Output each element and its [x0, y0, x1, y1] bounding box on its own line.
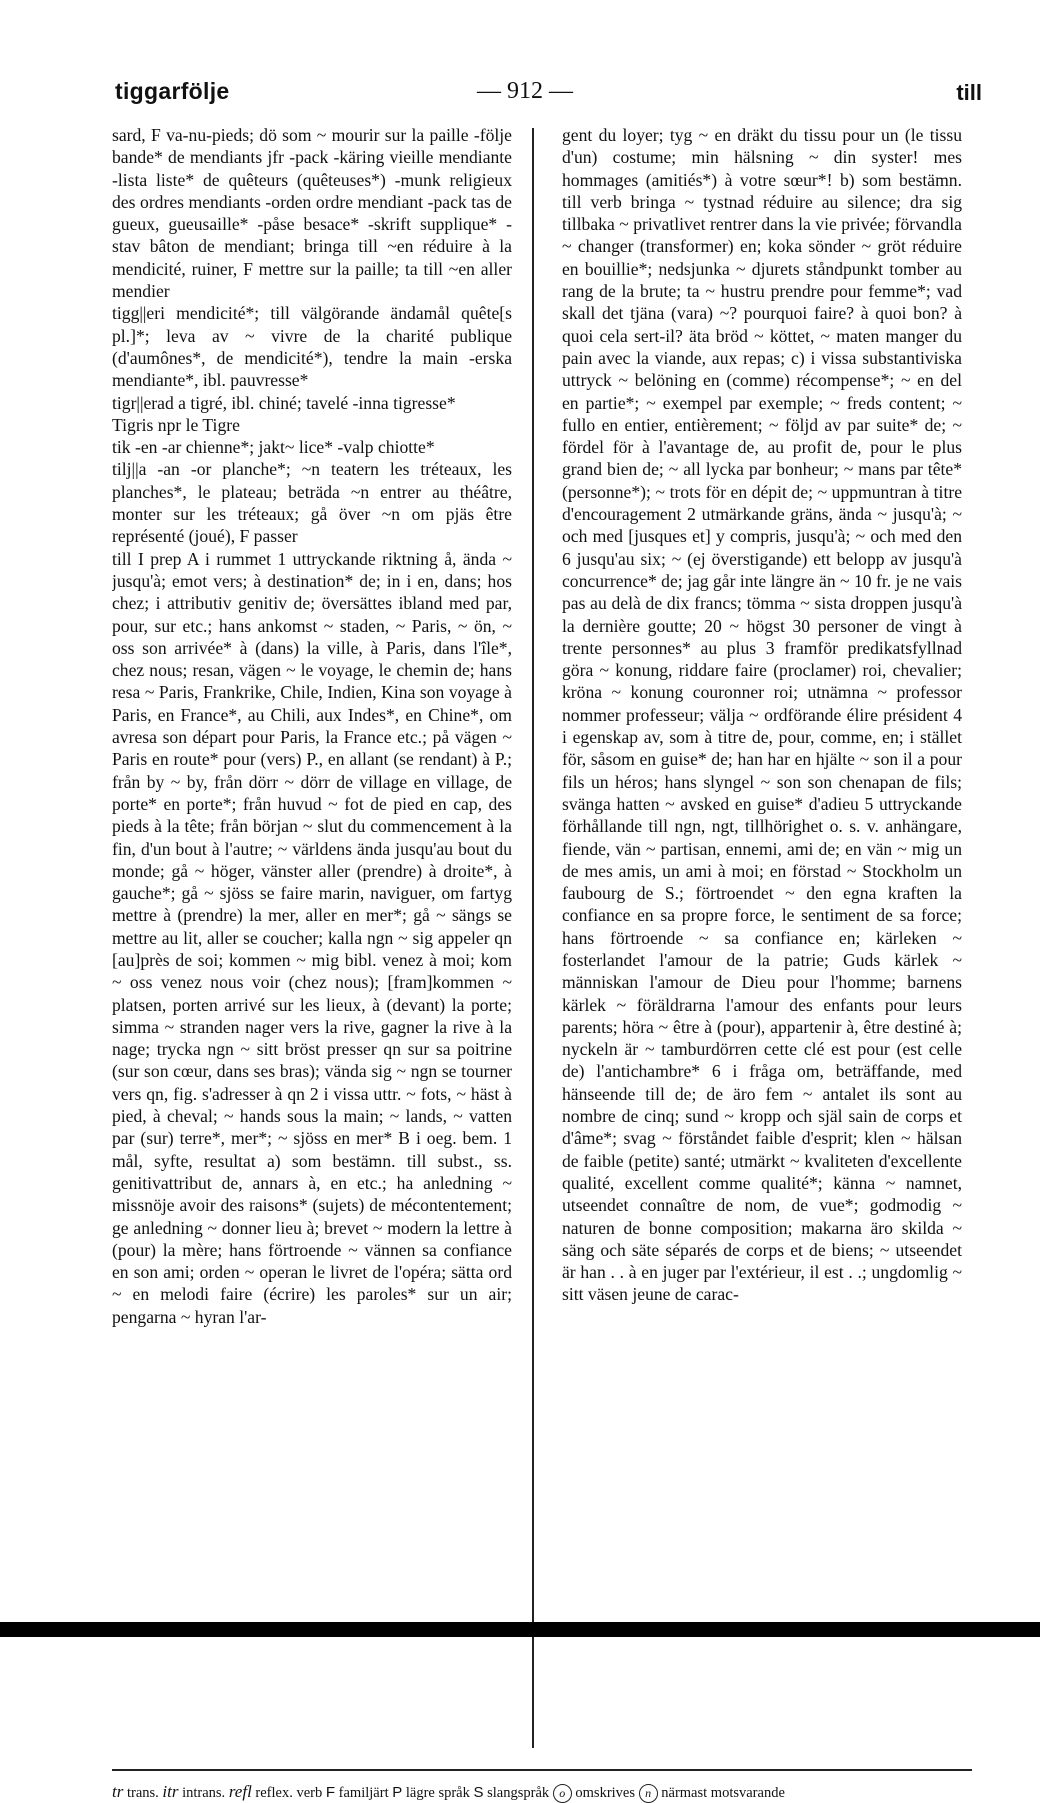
abbr-n-text: närmast motsvarande	[661, 1785, 785, 1801]
abbr-refl-text: reflex. verb	[255, 1785, 323, 1801]
abbr-itr-text: intrans.	[182, 1785, 226, 1801]
abbr-P: P	[392, 1784, 403, 1801]
entry-tiggeri: tigg||eri mendicité*; till välgörande ändamål quête[s pl.]*; leva av ~ vivre de la charité publique (d'aumônes*, de mendicité*), tendre la main -erska mendiante*, ibl. pauvresse*	[112, 303, 512, 391]
entry-tigrerad: tigr||erad a tigré, ibl. chiné; tavelé -inna tigresse*	[112, 392, 456, 413]
right-column	[562, 124, 962, 1784]
abbr-S: S	[473, 1784, 484, 1801]
scan-edge-bar	[0, 1622, 1040, 1637]
abbr-itr: itr	[162, 1782, 179, 1801]
circled-o-icon: o	[553, 1784, 572, 1803]
abbr-P-text: lägre språk	[405, 1785, 470, 1801]
entry-till: till I prep A i rummet 1 uttryckande riktning å, ända ~ jusqu'à; emot vers; à destination* de; in i en, dans; hos chez; i attributiv genitiv de; översättes ibland med par, pour, sur etc.; hans ankomst ~ staden, ~ Paris, ~ ön, ~ oss son arrivée* à (dans) la ville, à Paris, dans l'île*, chez nous; resan, vägen ~ le voyage, le chemin de; hans resa ~ Paris, Frankrike, Chile, Indien, Kina son voyage à Paris, en France*, au Chili, aux Indes*, en Chine*, om avresa son départ pour Paris, la France etc.; på vägen ~ Paris en route* pour (vers) P., en allant (se rendant) à P.; från by ~ by, från dörr ~ dörr de village en village, de porte* en porte*; från huvud ~ fot de pied en cap, des pieds à la tête; från början ~ slut du commencement à la fin, d'un bout à l'autre; ~ världens ända jusqu'au bout du monde; gå ~ höger, vänster aller (prendre) à droite*, à gauche*; gå ~ sjöss se faire marin, naviguer, om fartyg mettre à (prendre) la mer, aller en mer*; gå ~ sängs se mettre au lit, aller se coucher; kalla ngn ~ sig appeler qn [au]près de soi; kommen ~ mig bibl. venez à moi; kom ~ oss venez nous voir (chez nous); [fram]kommen ~ platsen, porten arrivé sur les lieux, à (devant) la porte; simma ~ stranden nager vers la rive, gagner la rive à la nage; trycka ngn ~ sitt bröst presser qn sur sa poitrine (sur son cœur, dans ses bras); vända sig ~ ngn se tourner vers qn, fig. s'adresser à qn 2 i vissa uttr. ~ fots, ~ häst à pied, à cheval; ~ hands sous la main; ~ lands, ~ vatten par (sur) terre*, mer*; ~ sjöss en mer* B i oeg. bem. 1 mål, syfte, resultat a) som bestämn. till subst., ss. genitivattribut de, annars à, en etc.; ha anledning ~ missnöje avoir des raisons* (sujets) de mécontentement; ge anledning ~ donner lieu à; brevet ~ modern la lettre à (pour) la mère; hans förtroende ~ vännen sa confiance en son ami; orden ~ operan le livret de l'opéra; sätta ord ~ en melodi faire (écrire) les paroles* sur un air; pengarna ~ hyran l'ar-	[112, 548, 512, 1327]
left-column	[112, 124, 512, 1784]
running-head-left: tiggarfölje	[115, 78, 230, 104]
abbr-o-text: omskrives	[575, 1785, 636, 1801]
abbr-tr-text: trans.	[126, 1785, 159, 1801]
abbr-S-text: slangspråk	[487, 1785, 550, 1801]
entry-tigris: Tigris npr le Tigre	[112, 414, 240, 435]
entry-tilja: tilj||a -an -or planche*; ~n teatern les tréteaux, les planches*, le plateau; beträda ~n entrer au théâtre, monter sur les tréteaux; gå över ~n om pjäs être représenté (joué), F passer	[112, 459, 512, 547]
abbr-F: F	[325, 1784, 336, 1801]
column-divider	[532, 128, 534, 1748]
abbreviation-key	[112, 1782, 992, 1803]
running-head-right: till	[956, 80, 982, 105]
footer-rule	[112, 1769, 972, 1771]
page-header	[0, 78, 1040, 118]
abbr-refl: refl	[228, 1782, 252, 1801]
entry-till-continued: gent du loyer; tyg ~ en dräkt du tissu pour un (le tissu d'un) costume; min hälsning ~ din syster! mes hommages (amitiés*) à votre sœur*! b) som bestämn. till verb bringa ~ tystnad réduire au silence; dra sig tillbaka ~ privatlivet rentrer dans la vie privée; förvandla ~ changer (transformer) en; koka sönder ~ gröt réduire en bouillie*; nedsjunka ~ djurets ståndpunkt tomber au rang de la brute; ta ~ hustru prendre pour femme*; vad skall det tjäna (vara) ~? pourquoi faire? à quoi bon? à quoi cela sert-il? äta bröd ~ köttet, ~ maten manger du pain avec la viande, aux repas; c) i vissa substantiviska uttryck ~ belöning en (comme) récompense*; ~ en del en partie*; ~ exempel par exemple; ~ freds content; ~ fullo en entier, entièrement; ~ följd av par suite* de; ~ fördel för à l'avantage de, au profit de, pour le plus grand bien de; ~ all lycka par bonheur; ~ mans par tête* (personne*); ~ trots för en dépit de; ~ uppmuntran à titre d'encouragement 2 utmärkande gräns, ända ~ jusqu'à; ~ och med [jusques et] y compris, jusqu'à; ~ och med den 6 jusqu'au six; ~ (ej överstigande) ett belopp av jusqu'à concurrence* de; jag går inte längre än ~ 10 fr. je ne vais pas au delà de dix francs; tömma ~ sista droppen jusqu'à la dernière goutte; 20 ~ högst 30 personer de vingt à trente personnes* au plus 3 framför predikatsfyllnad göra ~ konung, riddare faire (proclamer) roi, chevalier; kröna ~ konung couronner roi; utnämna ~ professor nommer professeur; välja ~ ordförande élire président 4 i egenskap av, som à titre de, pour, comme, en; i stället för, såsom en guise* de; han har en hjälte ~ son il a pour fils un héros; hans slyngel ~ son son chenapan de fils; svänga hatten ~ avsked en guise* d'adieu 5 uttryckande förhållande till ngn, ngt, tillhörighet o. s. v. anhängare, fiende, vän ~ partisan, ennemi, ami de; en vän ~ mig un de mes amis, un ami à moi; en förstad ~ Stockholm un faubourg de S.; förtroendet ~ den egna kraften la confiance en sa propre force, le sentiment de sa force; hans förtroende ~ sa confiance en; kärleken ~ fosterlandet l'amour de la patrie; Guds kärlek ~ människan l'amour de Dieu pour l'homme; barnens kärlek ~ föräldrarna l'amour des enfants pour leurs parents; höra ~ être à (pour), appartenir à, être destiné à; nyckeln är ~ tamburdörren cette clé est pour (est celle de) l'antichambre* 6 i fråga om, beträffande, med hänseende till de; de äro fem ~ antalet ils sont au nombre de cinq; sund ~ kropp och själ sain de corps et d'âme*; svag ~ förståndet faible d'esprit; klen ~ hälsan de faible (petite) santé; utmärkt ~ kvaliteten d'excellente qualité, excellent comme qualité*; känna ~ namnet, utseendet connaître de nom, de vue*; godmodig ~ naturen de bonne composition; makarna äro skilda ~ säng och säte séparés de corps et de biens; ~ utseendet är han . . à en juger par l'extérieur, il est . .; ungdomlig ~ sitt väsen jeune de carac-	[562, 125, 962, 1305]
circled-n-icon: n	[639, 1784, 658, 1803]
page-number: — 912 —	[477, 78, 573, 104]
abbr-F-text: familjärt	[338, 1785, 389, 1801]
entry-tiggar: sard, F va-nu-pieds; dö som ~ mourir sur la paille -följe bande* de mendiants jfr -pack -käring vieille mendiante -lista liste* de quêteurs (quêteuses*) -munk religieux des ordres mendiants -orden ordre mendiant -pack tas de gueux, gueusaille* -påse besace* -skrift supplique* -stav bâton de mendiant; bringa till ~en réduire à la mendicité, ruiner, F mettre sur la paille; ta till ~en aller mendier	[112, 125, 512, 302]
entry-tik: tik -en -ar chienne*; jakt~ lice* -valp chiotte*	[112, 437, 435, 458]
abbr-tr: tr	[112, 1782, 124, 1801]
